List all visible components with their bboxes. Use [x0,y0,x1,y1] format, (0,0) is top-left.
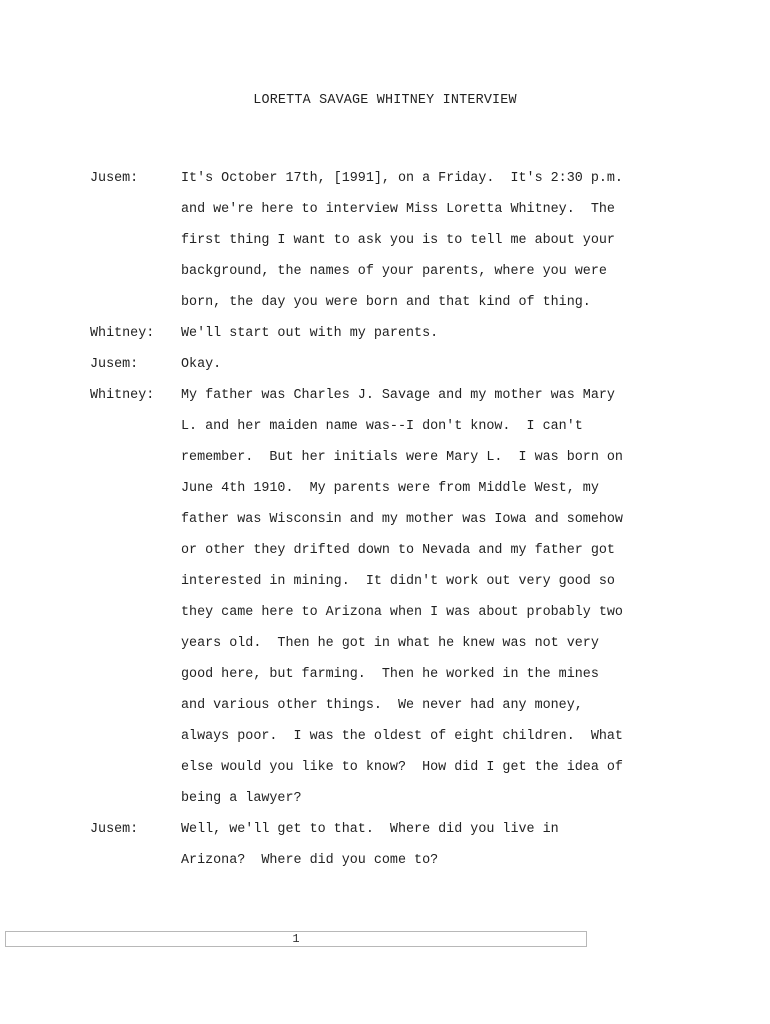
speech-line: born, the day you were born and that kind of thing. [181,295,591,310]
speaker-label: Jusem: [90,171,139,186]
document-title: LORETTA SAVAGE WHITNEY INTERVIEW [253,93,517,108]
speech-line: Okay. [181,357,222,372]
speech-text [181,349,690,380]
speech-text [181,814,690,876]
transcript-turn [90,349,690,380]
page-number: 1 [292,932,300,946]
speech-line: father was Wisconsin and my mother was Iowa and somehow [181,512,623,527]
speaker-label: Jusem: [90,357,139,372]
speech-text [181,163,690,318]
speech-line: background, the names of your parents, where you were [181,264,607,279]
speech-line: June 4th 1910. My parents were from Middle West, my [181,481,599,496]
speech-line: years old. Then he got in what he knew was not very [181,636,599,651]
interview-transcript [90,163,690,876]
speech-line: or other they drifted down to Nevada and my father got [181,543,615,558]
speech-line: interested in mining. It didn't work out very good so [181,574,615,589]
speech-line: being a lawyer? [181,791,302,806]
speech-line: remember. But her initials were Mary L. I was born on [181,450,623,465]
speech-line: they came here to Arizona when I was about probably two [181,605,623,620]
speech-line: first thing I want to ask you is to tell me about your [181,233,615,248]
speech-line: My father was Charles J. Savage and my mother was Mary [181,388,615,403]
transcript-turn [90,380,690,814]
speaker-label: Whitney: [90,388,155,403]
transcript-turn [90,163,690,318]
speech-line: Well, we'll get to that. Where did you live in [181,822,559,837]
speech-line: We'll start out with my parents. [181,326,439,341]
transcript-turn [90,814,690,876]
transcript-turn [90,318,690,349]
page-footer [5,931,587,947]
speech-line: and we're here to interview Miss Loretta Whitney. The [181,202,615,217]
speaker-label: Whitney: [90,326,155,341]
speech-line: else would you like to know? How did I get the idea of [181,760,623,775]
speech-line: always poor. I was the oldest of eight children. What [181,729,623,744]
speech-line: and various other things. We never had any money, [181,698,583,713]
speaker-label: Jusem: [90,822,139,837]
speech-text [181,380,690,814]
speech-line: It's October 17th, [1991], on a Friday. It's 2:30 p.m. [181,171,623,186]
speech-line: Arizona? Where did you come to? [181,853,439,868]
speech-line: good here, but farming. Then he worked in the mines [181,667,599,682]
speech-text [181,318,690,349]
speech-line: L. and her maiden name was--I don't know. I can't [181,419,583,434]
